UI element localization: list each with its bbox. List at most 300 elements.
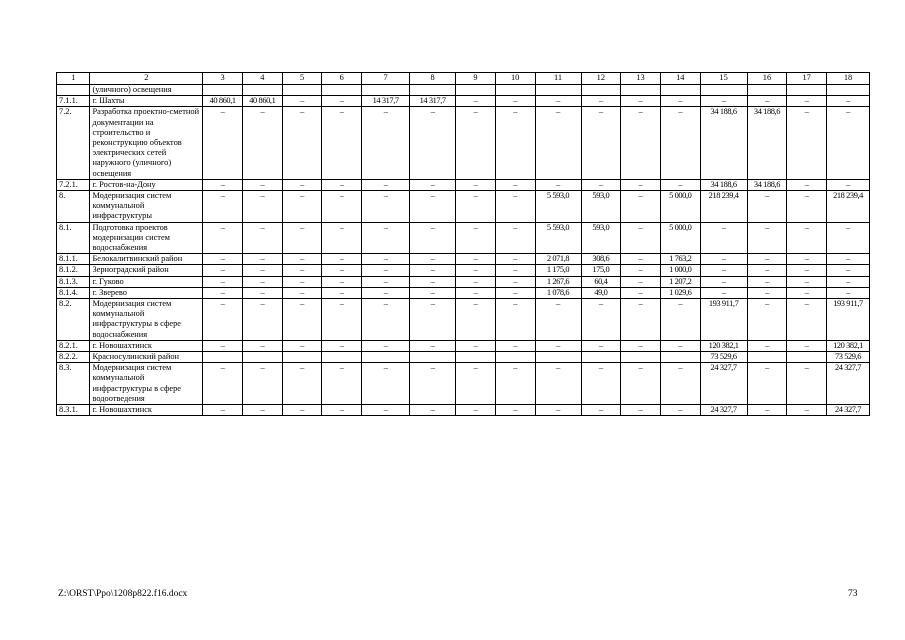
value-cell: –	[787, 363, 827, 405]
column-header: 1	[57, 73, 90, 85]
value-cell: 120 382,1	[827, 340, 870, 351]
column-number-row	[57, 73, 870, 85]
value-cell: –	[410, 363, 456, 405]
value-cell: 34 188,6	[700, 179, 747, 190]
value-cell: –	[410, 299, 456, 341]
value-cell: –	[456, 287, 496, 298]
value-cell: –	[282, 340, 322, 351]
value-cell: –	[362, 276, 410, 287]
value-cell: –	[827, 107, 870, 179]
value-cell: –	[700, 265, 747, 276]
row-number-cell: 8.2.2.	[57, 352, 90, 363]
item-name-cell: г. Новошахтинск	[90, 405, 203, 416]
value-cell: –	[282, 222, 322, 254]
table-row	[57, 96, 870, 107]
value-cell: –	[203, 276, 243, 287]
value-cell	[242, 352, 282, 363]
value-cell	[456, 352, 496, 363]
row-number-cell	[57, 85, 90, 96]
row-number-cell: 8.1.4.	[57, 287, 90, 298]
value-cell	[827, 85, 870, 96]
value-cell: –	[747, 254, 787, 265]
value-cell	[621, 85, 661, 96]
row-number-cell: 8.1.1.	[57, 254, 90, 265]
value-cell: –	[282, 254, 322, 265]
value-cell: –	[410, 179, 456, 190]
value-cell: –	[700, 222, 747, 254]
value-cell: –	[242, 276, 282, 287]
value-cell: –	[282, 363, 322, 405]
value-cell: –	[535, 107, 581, 179]
value-cell: 24 327,7	[700, 405, 747, 416]
value-cell	[362, 85, 410, 96]
value-cell: 593,0	[581, 222, 621, 254]
value-cell: –	[242, 191, 282, 223]
table-row	[57, 85, 870, 96]
value-cell: –	[621, 276, 661, 287]
value-cell: –	[362, 287, 410, 298]
item-name-cell: Зерноградский район	[90, 265, 203, 276]
value-cell: –	[827, 96, 870, 107]
value-cell: –	[581, 405, 621, 416]
value-cell	[410, 352, 456, 363]
value-cell: –	[456, 405, 496, 416]
column-header: 9	[456, 73, 496, 85]
value-cell: –	[322, 265, 362, 276]
value-cell: –	[203, 405, 243, 416]
value-cell: –	[456, 179, 496, 190]
value-cell: –	[495, 222, 535, 254]
value-cell: –	[700, 276, 747, 287]
value-cell: –	[827, 222, 870, 254]
value-cell: –	[787, 287, 827, 298]
value-cell: –	[747, 222, 787, 254]
value-cell: –	[282, 265, 322, 276]
column-header: 10	[495, 73, 535, 85]
column-header: 4	[242, 73, 282, 85]
value-cell: –	[456, 363, 496, 405]
column-header: 12	[581, 73, 621, 85]
value-cell: 34 188,6	[700, 107, 747, 179]
value-cell: –	[787, 299, 827, 341]
value-cell: –	[242, 363, 282, 405]
value-cell: –	[581, 179, 621, 190]
row-number-cell: 8.1.	[57, 222, 90, 254]
value-cell: –	[495, 363, 535, 405]
value-cell: –	[495, 340, 535, 351]
value-cell: –	[700, 287, 747, 298]
value-cell: 175,0	[581, 265, 621, 276]
value-cell: –	[242, 340, 282, 351]
value-cell: –	[495, 254, 535, 265]
value-cell: –	[362, 191, 410, 223]
value-cell: 193 911,7	[827, 299, 870, 341]
value-cell: 34 188,6	[747, 107, 787, 179]
value-cell: –	[322, 276, 362, 287]
value-cell: 73 529,6	[700, 352, 747, 363]
row-number-cell: 8.2.1.	[57, 340, 90, 351]
value-cell: –	[242, 254, 282, 265]
value-cell: –	[660, 299, 700, 341]
value-cell: –	[495, 179, 535, 190]
value-cell: –	[282, 96, 322, 107]
value-cell: 120 382,1	[700, 340, 747, 351]
value-cell: –	[410, 254, 456, 265]
table-row	[57, 254, 870, 265]
value-cell: 49,0	[581, 287, 621, 298]
value-cell: –	[535, 340, 581, 351]
value-cell: –	[456, 96, 496, 107]
value-cell	[747, 85, 787, 96]
value-cell: –	[827, 276, 870, 287]
value-cell: –	[322, 405, 362, 416]
value-cell: –	[456, 107, 496, 179]
table-row	[57, 340, 870, 351]
value-cell: –	[535, 96, 581, 107]
value-cell: –	[242, 287, 282, 298]
item-name-cell: г. Новошахтинск	[90, 340, 203, 351]
value-cell: –	[410, 405, 456, 416]
value-cell: –	[242, 222, 282, 254]
row-number-cell: 7.2.	[57, 107, 90, 179]
table-row	[57, 265, 870, 276]
value-cell: –	[621, 222, 661, 254]
value-cell: 1 029,6	[660, 287, 700, 298]
column-header: 11	[535, 73, 581, 85]
table-row	[57, 405, 870, 416]
value-cell: –	[322, 363, 362, 405]
value-cell: –	[581, 363, 621, 405]
column-header: 16	[747, 73, 787, 85]
row-number-cell: 8.1.3.	[57, 276, 90, 287]
value-cell: –	[660, 96, 700, 107]
value-cell: –	[282, 299, 322, 341]
value-cell: –	[362, 107, 410, 179]
value-cell: –	[495, 191, 535, 223]
value-cell: –	[535, 299, 581, 341]
column-header: 5	[282, 73, 322, 85]
value-cell	[535, 352, 581, 363]
value-cell: –	[203, 222, 243, 254]
value-cell: 1 207,2	[660, 276, 700, 287]
column-header: 17	[787, 73, 827, 85]
item-name-cell: г. Шахты	[90, 96, 203, 107]
value-cell: –	[747, 405, 787, 416]
value-cell: –	[203, 191, 243, 223]
value-cell: –	[282, 287, 322, 298]
value-cell	[203, 85, 243, 96]
row-number-cell: 7.2.1.	[57, 179, 90, 190]
value-cell: –	[747, 287, 787, 298]
value-cell: –	[456, 340, 496, 351]
value-cell: –	[322, 191, 362, 223]
page-number: 73	[848, 589, 858, 599]
value-cell: –	[362, 254, 410, 265]
value-cell: –	[787, 340, 827, 351]
value-cell: –	[535, 363, 581, 405]
row-number-cell: 7.1.1.	[57, 96, 90, 107]
value-cell: –	[621, 179, 661, 190]
column-header: 3	[203, 73, 243, 85]
value-cell: –	[456, 222, 496, 254]
value-cell: –	[700, 96, 747, 107]
value-cell: –	[787, 179, 827, 190]
value-cell: –	[410, 287, 456, 298]
value-cell: 193 911,7	[700, 299, 747, 341]
file-path: Z:\ORST\Ppo\1208p822.f16.docx	[58, 589, 188, 599]
table-row	[57, 352, 870, 363]
value-cell: –	[660, 405, 700, 416]
value-cell: –	[322, 179, 362, 190]
value-cell: –	[203, 287, 243, 298]
value-cell: –	[242, 107, 282, 179]
value-cell: 73 529,6	[827, 352, 870, 363]
value-cell: 40 860,1	[242, 96, 282, 107]
value-cell: –	[362, 405, 410, 416]
value-cell: 5 593,0	[535, 191, 581, 223]
value-cell: –	[827, 287, 870, 298]
column-header: 13	[621, 73, 661, 85]
value-cell: –	[282, 191, 322, 223]
table-body	[57, 85, 870, 416]
value-cell: –	[203, 363, 243, 405]
value-cell: 2 071,8	[535, 254, 581, 265]
value-cell: –	[495, 405, 535, 416]
budget-table	[56, 72, 870, 416]
value-cell: 593,0	[581, 191, 621, 223]
value-cell: –	[362, 363, 410, 405]
item-name-cell: Разработка проектно-сметной документации на строительство и реконструкцию объектов электрических сетей наружного (уличного) освещения	[90, 107, 203, 179]
table-row	[57, 179, 870, 190]
row-number-cell: 8.	[57, 191, 90, 223]
value-cell	[747, 352, 787, 363]
column-header: 8	[410, 73, 456, 85]
value-cell: –	[660, 179, 700, 190]
value-cell: –	[747, 265, 787, 276]
column-header: 6	[322, 73, 362, 85]
value-cell	[322, 85, 362, 96]
value-cell: 1 267,6	[535, 276, 581, 287]
value-cell: –	[322, 340, 362, 351]
value-cell: –	[747, 340, 787, 351]
value-cell: –	[787, 265, 827, 276]
value-cell: –	[581, 107, 621, 179]
value-cell: –	[203, 254, 243, 265]
value-cell: –	[410, 107, 456, 179]
value-cell: –	[621, 287, 661, 298]
value-cell: 34 188,6	[747, 179, 787, 190]
column-header: 18	[827, 73, 870, 85]
row-number-cell: 8.2.	[57, 299, 90, 341]
value-cell: –	[362, 340, 410, 351]
value-cell: –	[535, 405, 581, 416]
value-cell: –	[203, 107, 243, 179]
value-cell: –	[787, 191, 827, 223]
value-cell: –	[747, 96, 787, 107]
value-cell: –	[660, 340, 700, 351]
row-number-cell: 8.1.2.	[57, 265, 90, 276]
value-cell: –	[322, 107, 362, 179]
value-cell: –	[410, 222, 456, 254]
item-name-cell: (уличного) освещения	[90, 85, 203, 96]
value-cell: –	[827, 179, 870, 190]
value-cell: 14 317,7	[362, 96, 410, 107]
value-cell: –	[621, 340, 661, 351]
value-cell: –	[581, 340, 621, 351]
value-cell: –	[282, 107, 322, 179]
value-cell: –	[660, 107, 700, 179]
value-cell	[535, 85, 581, 96]
value-cell: –	[660, 363, 700, 405]
value-cell: –	[621, 265, 661, 276]
value-cell: –	[410, 191, 456, 223]
value-cell	[242, 85, 282, 96]
value-cell: –	[621, 107, 661, 179]
value-cell	[282, 85, 322, 96]
value-cell: –	[362, 299, 410, 341]
value-cell: –	[203, 299, 243, 341]
table-row	[57, 276, 870, 287]
value-cell: –	[322, 254, 362, 265]
value-cell: –	[581, 96, 621, 107]
value-cell: –	[242, 265, 282, 276]
value-cell: –	[621, 405, 661, 416]
value-cell	[282, 352, 322, 363]
value-cell: –	[827, 254, 870, 265]
value-cell: –	[242, 179, 282, 190]
value-cell: 24 327,7	[700, 363, 747, 405]
value-cell: –	[787, 107, 827, 179]
value-cell: –	[581, 299, 621, 341]
table-row	[57, 191, 870, 223]
value-cell: –	[282, 179, 322, 190]
value-cell: –	[242, 405, 282, 416]
value-cell: –	[282, 276, 322, 287]
value-cell: 218 239,4	[700, 191, 747, 223]
value-cell: –	[787, 222, 827, 254]
value-cell	[362, 352, 410, 363]
value-cell: 1 175,0	[535, 265, 581, 276]
value-cell: 1 000,0	[660, 265, 700, 276]
value-cell: –	[456, 299, 496, 341]
value-cell: –	[362, 265, 410, 276]
value-cell: –	[282, 405, 322, 416]
item-name-cell: Модернизация систем коммунальной инфраструктуры в сфере водоснабжения	[90, 299, 203, 341]
value-cell: 24 327,7	[827, 405, 870, 416]
value-cell	[495, 85, 535, 96]
table-row	[57, 299, 870, 341]
value-cell: –	[322, 96, 362, 107]
column-header: 14	[660, 73, 700, 85]
value-cell: 1 763,2	[660, 254, 700, 265]
value-cell: 308,6	[581, 254, 621, 265]
value-cell	[621, 352, 661, 363]
value-cell	[456, 85, 496, 96]
value-cell	[581, 85, 621, 96]
item-name-cell: Модернизация систем коммунальной инфраструктуры в сфере водоотведения	[90, 363, 203, 405]
table-row	[57, 107, 870, 179]
value-cell	[660, 85, 700, 96]
value-cell: –	[456, 254, 496, 265]
value-cell: –	[787, 405, 827, 416]
value-cell: –	[535, 179, 581, 190]
row-number-cell: 8.3.	[57, 363, 90, 405]
value-cell: –	[747, 276, 787, 287]
value-cell: –	[621, 254, 661, 265]
value-cell: 5 000,0	[660, 191, 700, 223]
column-header: 7	[362, 73, 410, 85]
table-row	[57, 287, 870, 298]
value-cell: –	[787, 254, 827, 265]
value-cell: –	[203, 179, 243, 190]
item-name-cell: Белокалитвинский район	[90, 254, 203, 265]
value-cell: 1 078,6	[535, 287, 581, 298]
value-cell: –	[456, 265, 496, 276]
value-cell: –	[362, 179, 410, 190]
value-cell	[322, 352, 362, 363]
value-cell: –	[322, 299, 362, 341]
value-cell	[581, 352, 621, 363]
value-cell: –	[495, 96, 535, 107]
value-cell	[660, 352, 700, 363]
value-cell: 24 327,7	[827, 363, 870, 405]
value-cell: 60,4	[581, 276, 621, 287]
value-cell: –	[322, 222, 362, 254]
value-cell: –	[203, 340, 243, 351]
value-cell: –	[621, 191, 661, 223]
column-header: 15	[700, 73, 747, 85]
item-name-cell: г. Гуково	[90, 276, 203, 287]
table-row	[57, 363, 870, 405]
value-cell: 5 000,0	[660, 222, 700, 254]
value-cell: –	[410, 265, 456, 276]
value-cell	[203, 352, 243, 363]
value-cell: –	[362, 222, 410, 254]
value-cell	[495, 352, 535, 363]
value-cell: –	[827, 265, 870, 276]
value-cell	[410, 85, 456, 96]
value-cell: –	[456, 276, 496, 287]
item-name-cell: Подготовка проектов модернизации систем водоснабжения	[90, 222, 203, 254]
row-number-cell: 8.3.1.	[57, 405, 90, 416]
value-cell: –	[495, 299, 535, 341]
value-cell: –	[621, 363, 661, 405]
value-cell: –	[410, 340, 456, 351]
value-cell: –	[621, 96, 661, 107]
value-cell: 218 239,4	[827, 191, 870, 223]
value-cell: –	[787, 276, 827, 287]
value-cell: 5 593,0	[535, 222, 581, 254]
value-cell: –	[242, 299, 282, 341]
value-cell: 14 317,7	[410, 96, 456, 107]
value-cell: –	[787, 96, 827, 107]
value-cell: –	[747, 363, 787, 405]
item-name-cell: г. Ростов-на-Дону	[90, 179, 203, 190]
value-cell: –	[747, 191, 787, 223]
value-cell: –	[495, 287, 535, 298]
column-header: 2	[90, 73, 203, 85]
value-cell: –	[495, 107, 535, 179]
value-cell: –	[456, 191, 496, 223]
value-cell: –	[410, 276, 456, 287]
table-row	[57, 222, 870, 254]
value-cell: –	[700, 254, 747, 265]
value-cell: 40 860,1	[203, 96, 243, 107]
value-cell: –	[203, 265, 243, 276]
value-cell: –	[322, 287, 362, 298]
value-cell: –	[747, 299, 787, 341]
value-cell	[700, 85, 747, 96]
